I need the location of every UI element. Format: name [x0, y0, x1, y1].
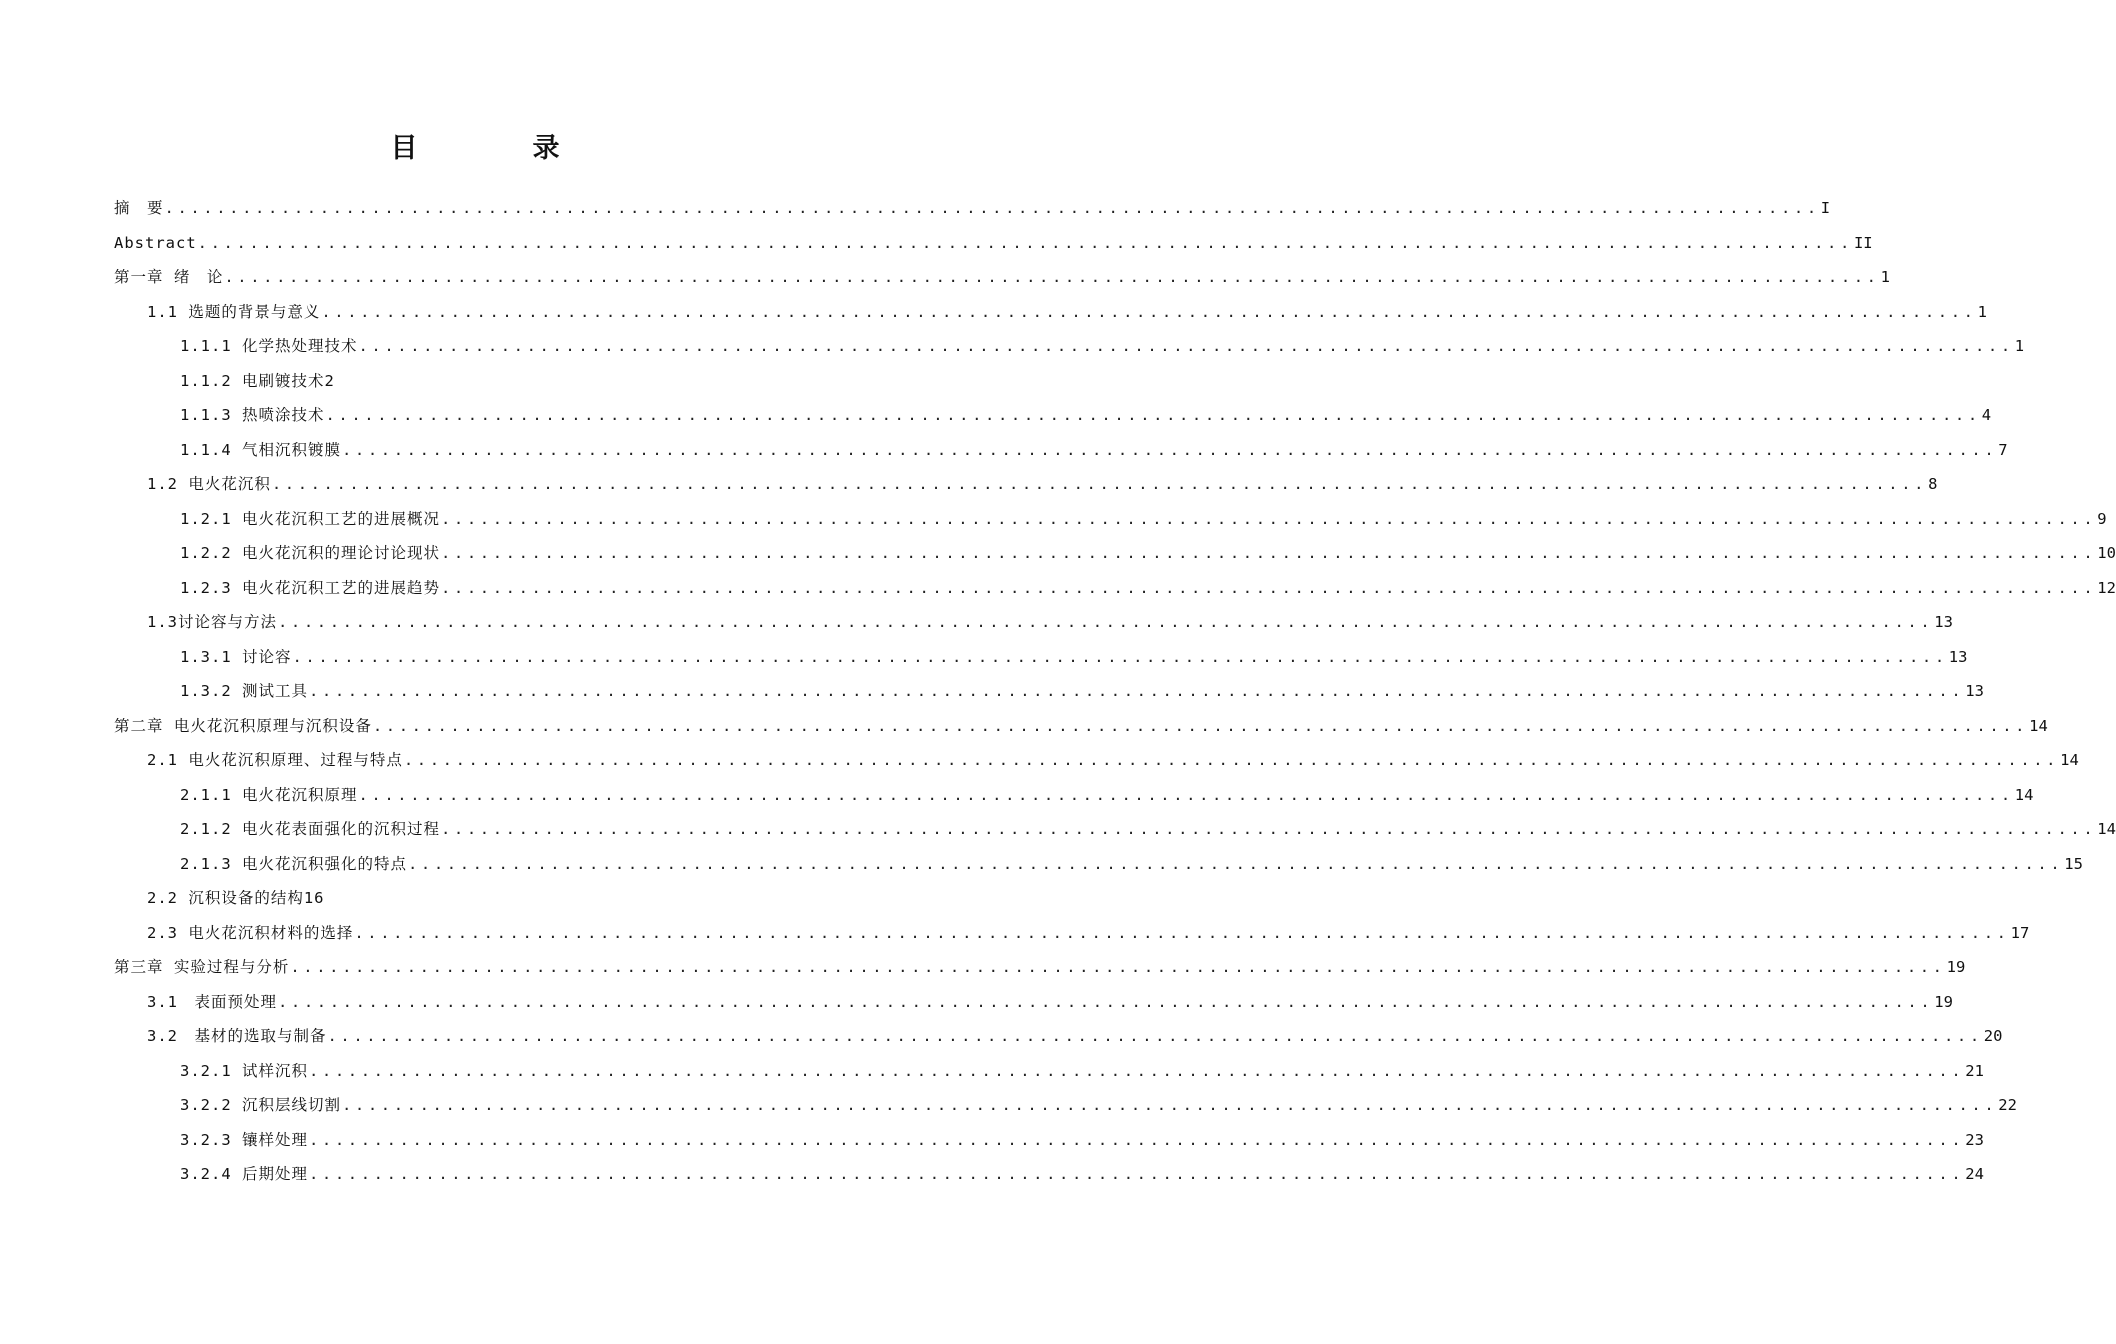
toc-leader-dots: ................................................................................................................................ [309, 1061, 1965, 1080]
toc-leader-dots: ................................................................................................................................ [292, 647, 1948, 666]
toc-leader-dots: ................................................................................................................................ [441, 544, 2097, 562]
toc-entry-title: 第二章 电火花沉积原理与沉积设备 [114, 716, 372, 735]
toc-entry[interactable] [114, 433, 2008, 468]
toc-entry-title: 3.2.2 沉积层线切割 [180, 1096, 341, 1114]
toc-entry-title: 1.2.3 电火花沉积工艺的进展趋势 [180, 578, 440, 597]
toc-entry-title: 1.1.2 电刷镀技术2 [180, 371, 335, 390]
toc-entry[interactable] [114, 605, 1953, 640]
toc-entry-title: 1.2.1 电火花沉积工艺的进展概况 [180, 509, 440, 528]
toc-leader-dots: ................................................................................................................................ [309, 1165, 1965, 1183]
toc-entry-title: 1.2.2 电火花沉积的理论讨论现状 [180, 544, 440, 562]
toc-entry-title: 1.3.2 测试工具 [180, 682, 308, 700]
toc-page-number: 13 [1934, 613, 1953, 631]
toc-entry-title: 2.1 电火花沉积原理、过程与特点 [147, 751, 403, 769]
toc-entry-title: 摘 要 [114, 199, 164, 217]
toc-page-number: II [1853, 233, 1873, 252]
toc-page-number: 13 [1965, 682, 1984, 700]
toc-entry[interactable] [114, 1054, 1984, 1089]
toc-leader-dots: ................................................................................................................................ [290, 958, 1946, 976]
toc-leader-dots: ................................................................................................................................ [164, 199, 1820, 217]
toc-entry[interactable] [114, 329, 2025, 364]
toc-leader-dots: ................................................................................................................................ [408, 854, 2064, 873]
toc-entry[interactable] [114, 502, 2107, 537]
toc-leader-dots: ................................................................................................................................ [354, 923, 2010, 942]
toc-entry-title: 第一章 绪 论 [114, 268, 224, 286]
toc-page-number: 22 [1998, 1096, 2017, 1114]
toc-entry[interactable] [114, 398, 1992, 433]
toc-leader-dots: ................................................................................................................................ [327, 1027, 1983, 1045]
toc-page-number: 1 [1880, 268, 1890, 286]
toc-entry-title: 1.2 电火花沉积 [147, 475, 271, 493]
toc-leader-dots: ................................................................................................................................ [325, 406, 1981, 424]
toc-entry[interactable] [114, 295, 1987, 330]
toc-page-number: 21 [1965, 1061, 1984, 1080]
toc-entry-title: 2.1.1 电火花沉积原理 [180, 785, 358, 804]
toc-entry-title: 1.1.1 化学热处理技术 [180, 337, 358, 355]
toc-entry-title: 2.2 沉积设备的结构16 [147, 889, 325, 907]
toc-leader-dots: ................................................................................................................................ [342, 440, 1998, 459]
toc-page-number: 1 [2014, 337, 2025, 355]
toc-leader-dots: ................................................................................................................................ [358, 785, 2014, 804]
toc-page-number: 14 [2029, 716, 2048, 735]
toc-leader-dots: ................................................................................................................................ [441, 578, 2097, 597]
toc-entry[interactable] [114, 847, 2083, 882]
toc-page-number: 14 [2014, 785, 2034, 804]
toc-entry[interactable] [114, 640, 1968, 675]
toc-entry[interactable] [114, 364, 861, 399]
toc-page-number: 13 [1948, 647, 1968, 666]
toc-page-number: 19 [1934, 992, 1953, 1011]
toc-entry[interactable] [114, 571, 2116, 606]
page-title: 目 录 [390, 133, 604, 164]
toc-entry[interactable] [114, 881, 861, 916]
toc-leader-dots: ................................................................................................................................ [372, 716, 2029, 735]
toc-leader-dots: ................................................................................................................................ [358, 337, 2014, 355]
toc-entry[interactable] [114, 812, 2116, 847]
toc-leader-dots: ................................................................................................................................ [309, 682, 1965, 700]
toc-entry[interactable] [114, 260, 1890, 295]
toc-entry-title: 第三章 实验过程与分析 [114, 958, 290, 976]
toc-entry[interactable] [114, 916, 2030, 951]
toc-entry[interactable] [114, 709, 2048, 744]
toc-leader-dots: ................................................................................................................................ [441, 509, 2097, 528]
toc-page-number: 23 [1965, 1130, 1984, 1149]
toc-entry[interactable] [114, 950, 1966, 985]
toc-entry[interactable] [114, 1123, 1984, 1158]
toc-entry-title: 3.2 基材的选取与制备 [147, 1027, 327, 1045]
toc-entry-title: 3.2.3 镶样处理 [180, 1130, 308, 1149]
toc-leader-dots: ................................................................................................................................ [224, 268, 1880, 286]
toc-entry[interactable] [114, 536, 2116, 571]
table-of-contents [114, 191, 2116, 1192]
toc-page-number: I [1820, 199, 1831, 217]
toc-entry[interactable] [114, 743, 2079, 778]
toc-page-number: 19 [1946, 958, 1966, 976]
toc-entry-title: 2.1.2 电火花表面强化的沉积过程 [180, 820, 440, 838]
toc-entry[interactable] [114, 778, 2034, 813]
toc-entry[interactable] [114, 674, 1984, 709]
toc-entry-title: 3.1 表面预处理 [147, 992, 277, 1011]
toc-page-number: 4 [1981, 406, 1992, 424]
toc-entry-title: 2.1.3 电火花沉积强化的特点 [180, 854, 407, 873]
toc-entry-title: 1.1.4 气相沉积镀膜 [180, 440, 341, 459]
toc-page-number: 10 [2097, 544, 2116, 562]
toc-entry[interactable] [114, 467, 1938, 502]
toc-entry-title: 1.1.3 热喷涂技术 [180, 406, 325, 424]
toc-page-number: 7 [1998, 440, 2008, 459]
toc-entry-title: 3.2.4 后期处理 [180, 1165, 308, 1183]
toc-leader-dots: ................................................................................................................................ [278, 613, 1934, 631]
toc-leader-dots: ................................................................................................................................ [271, 475, 1928, 493]
toc-page-number: 14 [2097, 820, 2116, 838]
toc-page-number: 1 [1977, 302, 1987, 321]
toc-entry-title: Abstract [114, 233, 197, 252]
toc-page-number: 17 [2010, 923, 2030, 942]
toc-entry-title: 1.3讨论容与方法 [147, 613, 277, 631]
toc-entry-title: 3.2.1 试样沉积 [180, 1061, 308, 1080]
toc-leader-dots: ................................................................................................................................ [278, 992, 1934, 1011]
toc-leader-dots: ................................................................................................................................ [441, 820, 2097, 838]
toc-entry-title: 1.1 选题的背景与意义 [147, 302, 321, 321]
toc-entry[interactable] [114, 1088, 2017, 1123]
toc-page-number: 20 [1983, 1027, 2003, 1045]
toc-page-number: 9 [2097, 509, 2107, 528]
toc-entry[interactable] [114, 191, 1831, 226]
toc-page-number: 14 [2060, 751, 2079, 769]
toc-entry[interactable] [114, 985, 1953, 1020]
toc-leader-dots: ................................................................................................................................ [403, 751, 2060, 769]
toc-page-number: 24 [1965, 1165, 1984, 1183]
toc-entry[interactable] [114, 1157, 1984, 1192]
toc-entry[interactable] [114, 226, 1873, 261]
toc-entry[interactable] [114, 1019, 2003, 1054]
toc-leader-dots: ................................................................................................................................ [342, 1096, 1998, 1114]
toc-leader-dots: ................................................................................................................................ [197, 233, 1853, 252]
toc-entry-title: 2.3 电火花沉积材料的选择 [147, 923, 354, 942]
toc-page-number: 12 [2097, 578, 2116, 597]
toc-entry-title: 1.3.1 讨论容 [180, 647, 292, 666]
toc-leader-dots: ................................................................................................................................ [309, 1130, 1965, 1149]
toc-page-number: 15 [2064, 854, 2083, 873]
toc-leader-dots: ................................................................................................................................ [321, 302, 1977, 321]
toc-page-number: 8 [1928, 475, 1938, 493]
